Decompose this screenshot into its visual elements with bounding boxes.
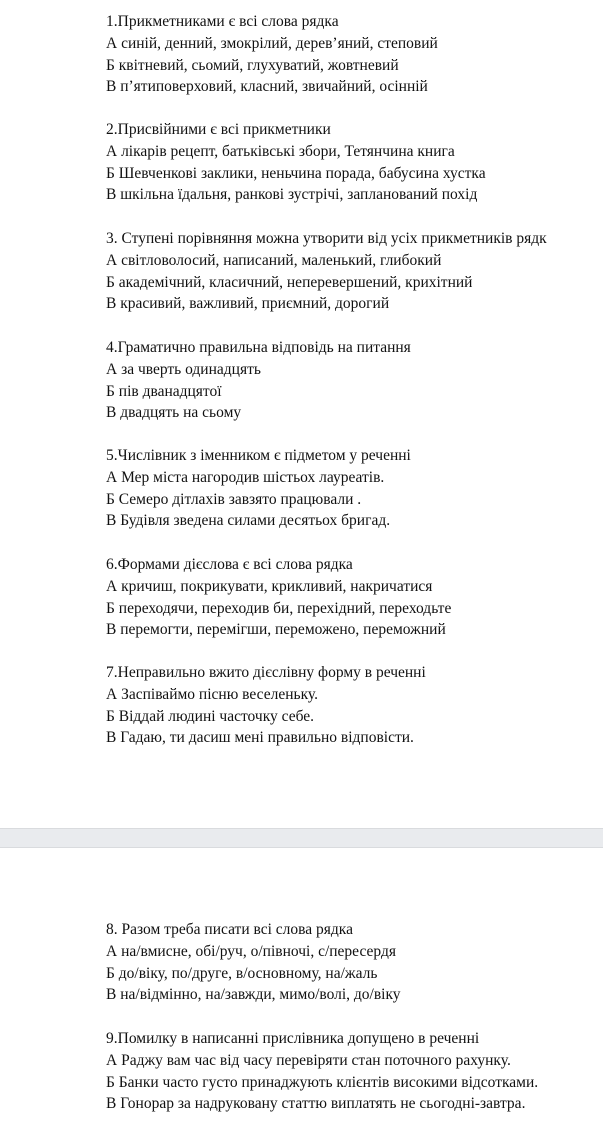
question-stem: 7.Неправильно вжито дієслівну форму в реченні (106, 664, 426, 681)
answer-option-c: В перемогти, перемігши, переможено, переможний (106, 621, 446, 639)
answer-option-a: А за чверть одинадцять (106, 360, 261, 378)
question-1 (106, 11, 603, 98)
answer-option-c: В Гадаю, ти дасиш мені правильно відповісти. (106, 729, 414, 747)
question-7 (106, 662, 603, 749)
question-9 (106, 1028, 603, 1115)
answer-option-a: А на/вмисне, обі/руч, о/півночі, с/пересердя (106, 942, 396, 960)
question-stem: 4.Граматично правильна відповідь на питання (106, 339, 411, 356)
question-stem: 5.Числівник з іменником є підметом у реченні (106, 447, 411, 464)
question-stem: 2.Присвійними є всі прикметники (106, 121, 331, 138)
answer-option-b: Б до/віку, по/друге, в/основному, на/жаль (106, 964, 378, 982)
question-5 (106, 445, 603, 532)
question-stem: 6.Формами дієслова є всі слова рядка (106, 556, 353, 573)
answer-option-c: В красивий, важливий, приємний, дорогий (106, 295, 390, 313)
question-3 (106, 228, 603, 315)
answer-option-c: В п’ятиповерховий, класний, звичайний, осінній (106, 78, 428, 96)
answer-option-c: В Гонорар за надруковану статтю виплатять не сьогодні-завтра. (106, 1095, 526, 1113)
question-stem: 3. Ступені порівняння можна утворити від усіх прикметників рядк (106, 230, 547, 247)
answer-option-b: Б Шевченкові заклики, неньчина порада, бабусина хустка (106, 164, 486, 182)
answer-option-b: Б Віддай людині часточку себе. (106, 707, 315, 725)
answer-option-a: А світловолосий, написаний, маленький, глибокий (106, 251, 442, 269)
answer-option-b: Б Семеро дітлахів завзято працювали . (106, 490, 362, 508)
question-8 (106, 919, 603, 1006)
question-stem: 1.Прикметниками є всі слова рядка (106, 13, 339, 30)
page-separator (0, 828, 603, 848)
answer-option-a: А синій, денний, змокрілий, дерев’яний, степовий (106, 34, 438, 52)
answer-option-c: В двадцять на сьому (106, 404, 242, 422)
answer-option-b: Б пів дванадцятої (106, 382, 222, 400)
answer-option-a: А Раджу вам час від часу перевіряти стан поточного рахунку. (106, 1051, 511, 1069)
answer-option-b: Б академічний, класичний, неперевершений, крихітний (106, 273, 473, 291)
question-2 (106, 119, 603, 206)
answer-option-a: А кричиш, покрикувати, крикливий, накричатися (106, 577, 433, 595)
answer-option-a: А лікарів рецепт, батьківські збори, Тетянчина книга (106, 142, 455, 160)
answer-option-c: В шкільна їдальня, ранкові зустрічі, запланований похід (106, 186, 478, 204)
answer-option-b: Б Банки часто густо принаджують клієнтів високими відсотками. (106, 1073, 539, 1091)
answer-option-a: А Заспіваймо пісню веселеньку. (106, 685, 318, 703)
answer-option-c: В Будівля зведена силами десятьох бригад. (106, 512, 391, 530)
question-6 (106, 554, 603, 641)
answer-option-b: Б квітневий, сьомий, глухуватий, жовтневий (106, 56, 399, 74)
question-4 (106, 337, 603, 424)
answer-option-c: В на/відмінно, на/завжди, мимо/волі, до/віку (106, 986, 401, 1004)
question-stem: 8. Разом треба писати всі слова рядка (106, 921, 353, 938)
answer-option-b: Б переходячи, переходив би, перехідний, переходьте (106, 599, 452, 617)
question-stem: 9.Помилку в написанні прислівника допущено в реченні (106, 1030, 480, 1047)
answer-option-a: А Мер міста нагородив шістьох лауреатів. (106, 468, 385, 486)
